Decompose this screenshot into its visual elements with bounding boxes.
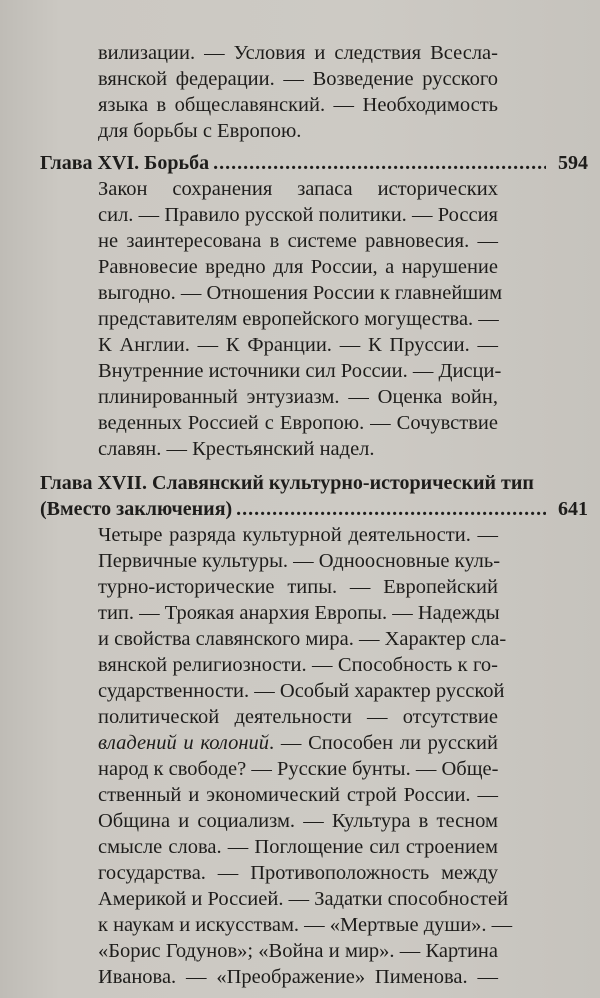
chapter-title: Глава XVII. Славянский культурно-исторический тип <box>40 472 534 494</box>
leader-dots <box>236 496 546 522</box>
text-line: Внутренние источники сил России. — Дисци- <box>98 360 502 382</box>
text-line: народ к свободе? — Русские бунты. — Обще- <box>98 758 499 780</box>
text-line: выгодно. — Отношения России к главнейшим <box>98 282 503 304</box>
text-line: вянской федерации. — Возведение русского <box>98 68 498 90</box>
text-line <box>98 730 498 756</box>
text-line: К Англии. — К Франции. — К Пруссии. — <box>98 334 498 356</box>
text-line: не заинтересована в системе равновесия. — <box>98 230 498 252</box>
toc-entry-chapter-17 <box>40 496 588 522</box>
text-line: сил. — Правило русской политики. — Россия <box>98 204 498 226</box>
text-line: к наукам и искусствам. — «Мертвые души». — <box>98 914 513 936</box>
text-line: Равновесие вредно для России, а нарушение <box>98 256 498 278</box>
page-number: 641 <box>558 498 588 520</box>
text-line: языка в общеславянский. — Необходимость <box>98 94 498 116</box>
text-line: «Борис Годунов»; «Война и мир». — Картина <box>98 940 498 962</box>
text-line: плинированный энтузиазм. — Оценка войн, <box>98 386 498 408</box>
chapter-title: Глава XVI. Борьба <box>40 152 210 174</box>
text-fragment: . — Способен ли русский <box>269 732 498 754</box>
leader-dots <box>213 150 546 176</box>
text-line: государства. — Противоположность между <box>98 862 498 884</box>
text-line: Четыре разряда культурной деятельности. — <box>98 524 498 546</box>
text-line: ственный и экономический строй России. — <box>98 784 498 806</box>
text-line: Община и социализм. — Культура в тесном <box>98 810 498 832</box>
text-line: турно-исторические типы. — Европейский <box>98 576 498 598</box>
text-line: славян. — Крестьянский надел. <box>98 438 375 460</box>
chapter-subtitle: (Вместо заключения) <box>40 498 233 520</box>
text-line: смысле слова. — Поглощение сил строением <box>98 836 498 858</box>
text-line: сударственности. — Особый характер русской <box>98 680 505 702</box>
toc-entry-chapter-16 <box>40 150 588 176</box>
text-line: тип. — Троякая анархия Европы. — Надежды <box>98 602 500 624</box>
text-line: для борьбы с Европою. <box>98 120 302 142</box>
text-line: вилизации. — Условия и следствия Всесла- <box>98 42 498 64</box>
text-line: Закон сохранения запаса исторических <box>98 178 498 200</box>
text-line: Иванова. — «Преображение» Пименова. — <box>98 966 498 988</box>
text-line: вянской религиозности. — Способность к го- <box>98 654 498 676</box>
text-line: и свойства славянского мира. — Характер сла- <box>98 628 507 650</box>
text-line: веденных Россией с Европою. — Сочувствие <box>98 412 498 434</box>
page-number: 594 <box>558 152 588 174</box>
text-line: Первичные культуры. — Одноосновные куль- <box>98 550 501 572</box>
text-line: Америкой и Россией. — Задатки способностей <box>98 888 509 910</box>
text-line: представителям европейского могущества. — <box>98 308 499 330</box>
italic-phrase: владений и колоний <box>98 732 270 754</box>
text-line: политической деятельности — отсутствие <box>98 706 498 728</box>
